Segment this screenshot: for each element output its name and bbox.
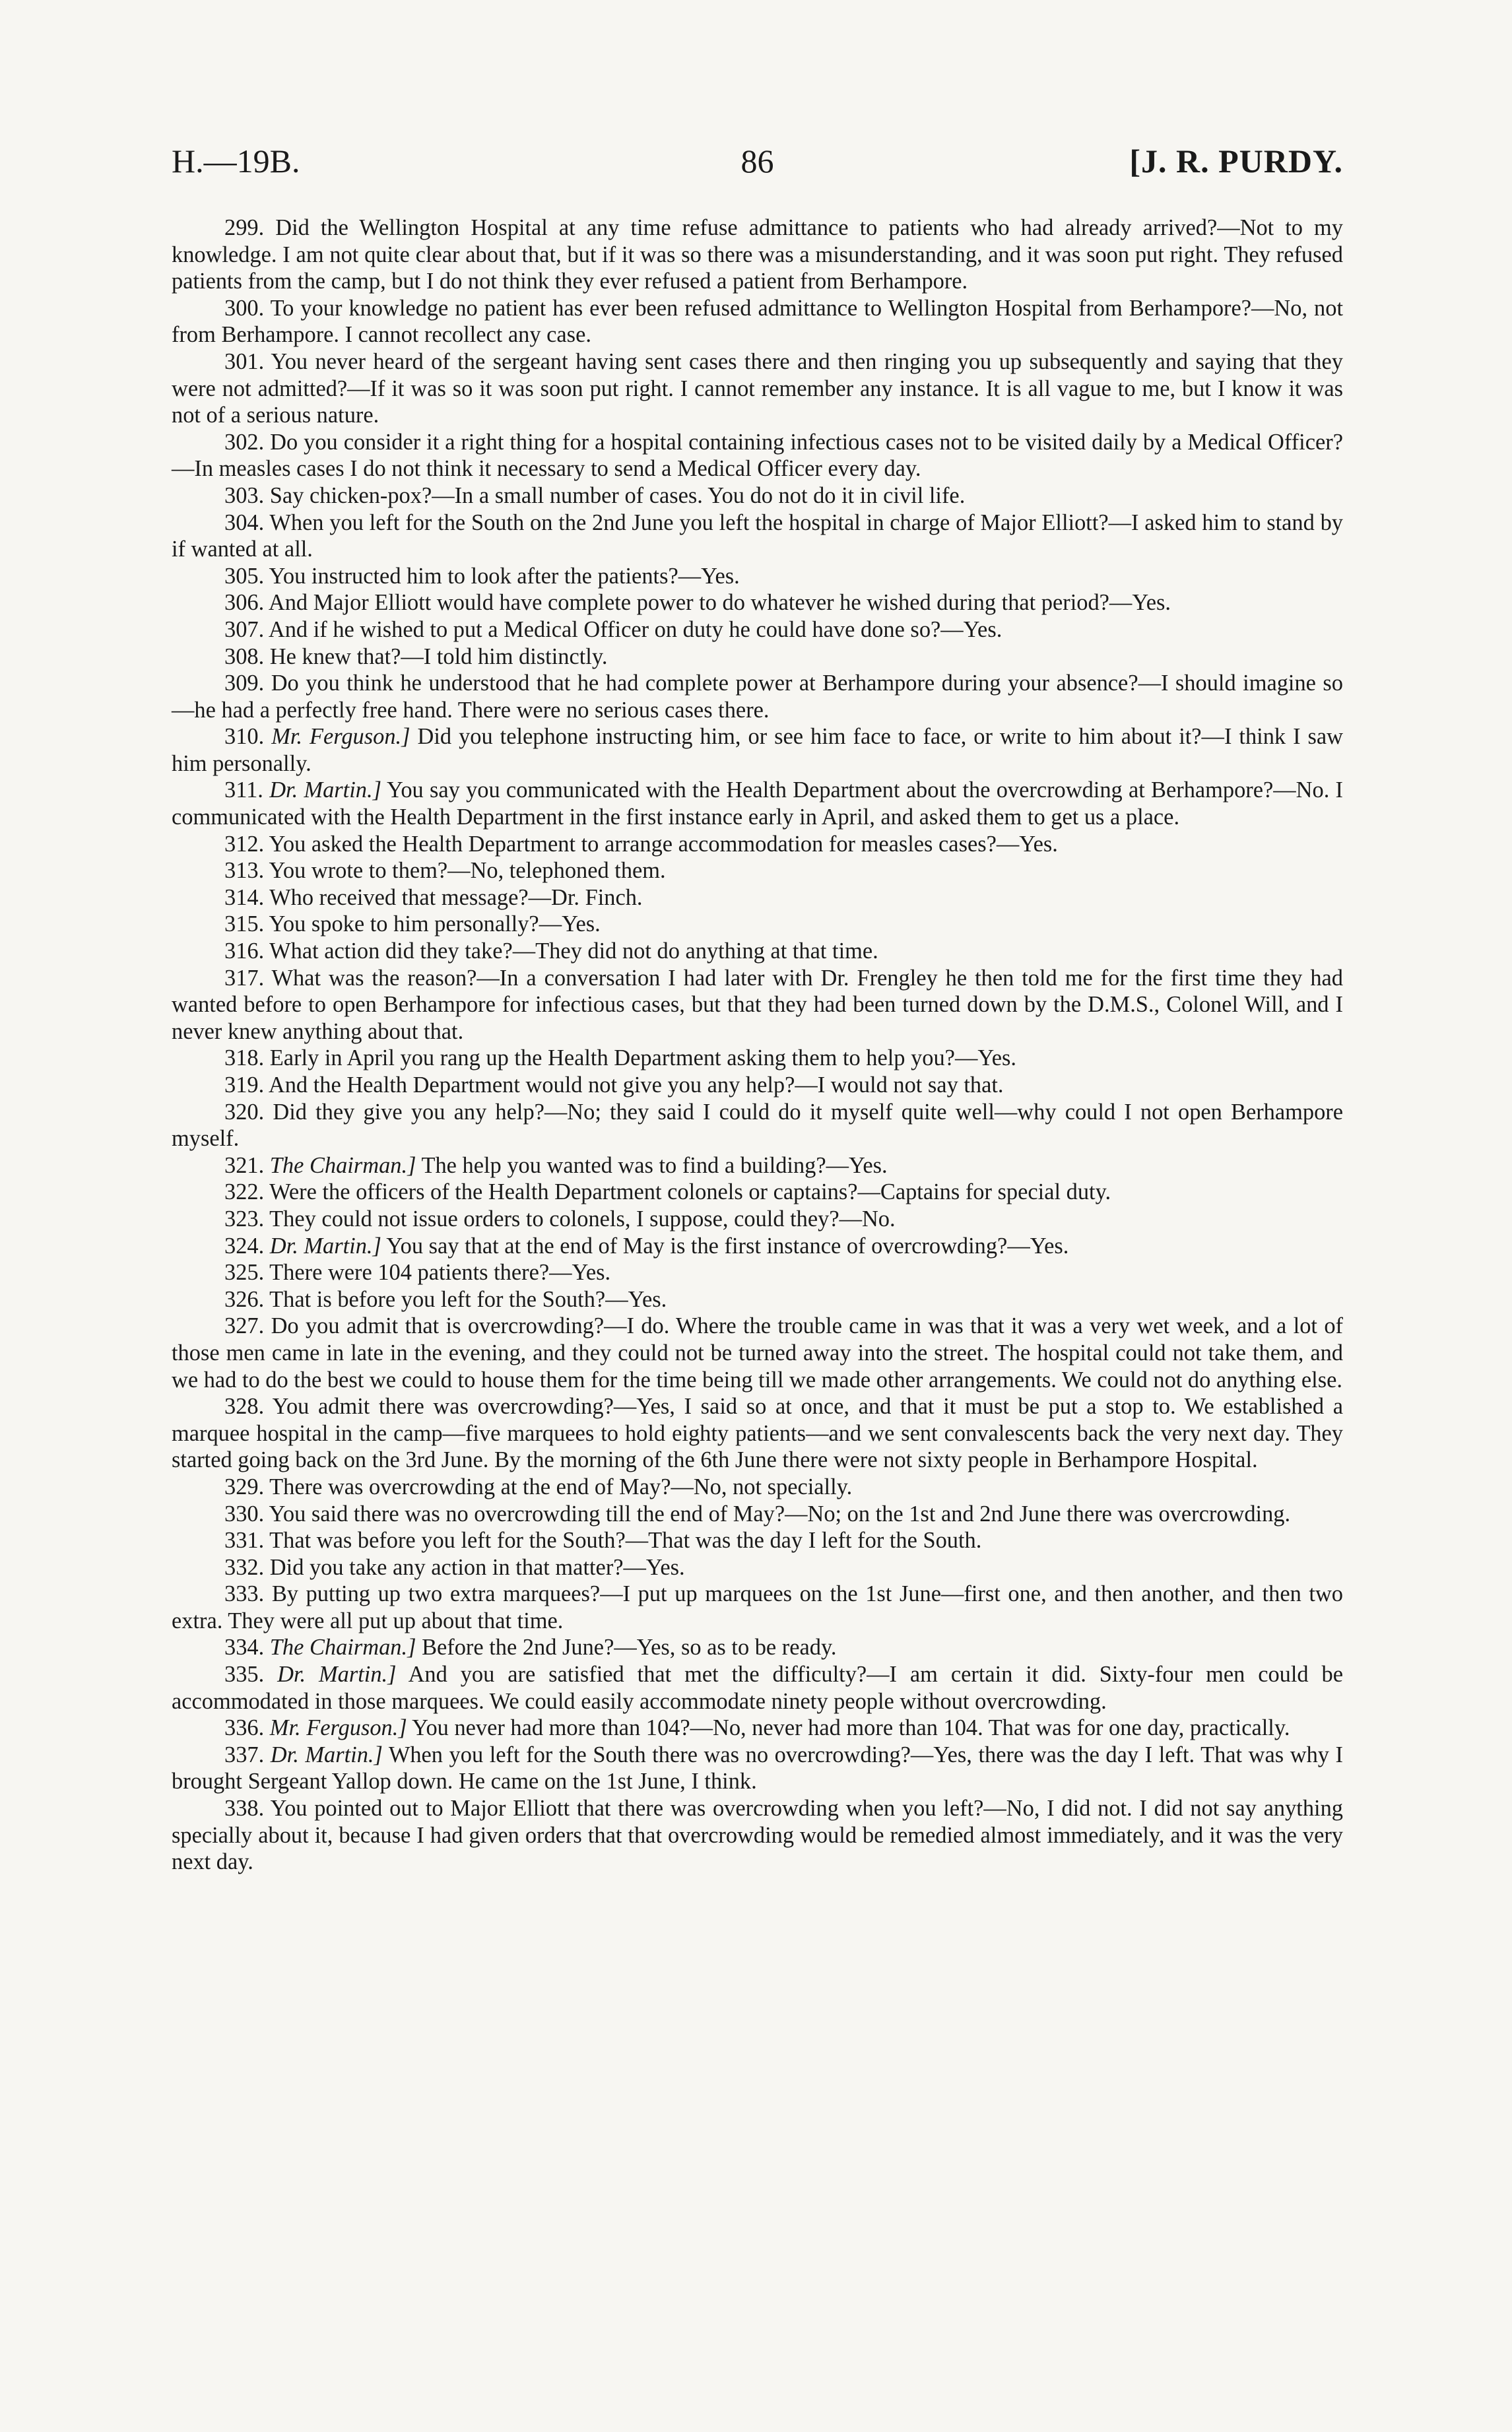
question-answer-text: Who received that message?—Dr. Finch.: [269, 884, 643, 910]
question-number: 301.: [224, 348, 265, 374]
question-number: 327.: [224, 1313, 265, 1339]
question-answer-text: Do you consider it a right thing for a hospital containing infectious cases not to be visited daily by a Medical Officer?—In measles cases I do not think it necessary to send a Medical Officer every day.: [172, 429, 1343, 482]
question-number: 317.: [224, 965, 265, 991]
question-paragraph: [172, 429, 1343, 482]
question-answer-text: You asked the Health Department to arrange accommodation for measles cases?—Yes.: [269, 831, 1058, 857]
question-number: 338.: [224, 1796, 265, 1822]
question-number: 307.: [224, 616, 265, 642]
question-answer-text: That was before you left for the South?—That was the day I left for the South.: [269, 1528, 982, 1554]
question-paragraph: [172, 1179, 1343, 1206]
speaker-label: Dr. Martin.]: [269, 1233, 381, 1259]
question-paragraph: [172, 1527, 1343, 1554]
question-number: 325.: [224, 1260, 265, 1286]
question-number: 331.: [224, 1528, 265, 1554]
question-number: 309.: [224, 671, 265, 696]
question-number: 333.: [224, 1581, 265, 1607]
question-paragraph: [172, 1474, 1343, 1501]
question-answer-text: They could not issue orders to colonels, I suppose, could they?—No.: [269, 1206, 896, 1232]
question-number: 299.: [224, 215, 265, 240]
question-answer-text: You pointed out to Major Elliott that there was overcrowding when you left?—No, I did not. I did not say anything specially about it, because I had given orders that that overcrowding would be remedied almost immediately, and it was the very next day.: [172, 1796, 1343, 1875]
question-answer-text: Did you take any action in that matter?—Yes.: [269, 1554, 685, 1580]
question-number: 314.: [224, 884, 265, 910]
question-answer-text: By putting up two extra marquees?—I put up marquees on the 1st June—first one, and then another, and then two extra. They were all put up about that time.: [172, 1581, 1343, 1633]
question-answer-text: Did you telephone instructing him, or see him face to face, or write to him about it?—I think I saw him personally.: [172, 724, 1343, 776]
speaker-label: Dr. Martin.]: [277, 1662, 397, 1688]
question-number: 318.: [224, 1045, 265, 1071]
question-number: 321.: [224, 1152, 265, 1178]
question-paragraph: [172, 616, 1343, 643]
question-paragraph: [172, 1286, 1343, 1313]
question-number: 326.: [224, 1286, 265, 1312]
question-answer-text: You say that at the end of May is the first instance of overcrowding?—Yes.: [386, 1233, 1069, 1259]
document-reference: H.—19B.: [172, 143, 300, 180]
question-number: 328.: [224, 1394, 265, 1420]
speaker-label: Dr. Martin.]: [270, 1742, 383, 1767]
question-answer-text: Early in April you rang up the Health Department asking them to help you?—Yes.: [269, 1045, 1016, 1071]
question-paragraph: [172, 643, 1343, 671]
question-number: 320.: [224, 1099, 265, 1125]
question-paragraph: [172, 1099, 1343, 1152]
question-number: 330.: [224, 1501, 265, 1527]
page-number: 86: [740, 143, 774, 180]
question-answer-text: He knew that?—I told him distinctly.: [269, 643, 608, 669]
question-answer-text: Do you admit that is overcrowding?—I do. Where the trouble came in was that it was a very wet week, and a lot of those men came in late in the evening, and they could not be turned away into the street. The hospital could not take them, and we had to do the best we could to house them for the time being till we made other arrangements. We could not do anything else.: [172, 1313, 1343, 1393]
question-answer-text: You never had more than 104?—No, never had more than 104. That was for one day, practically.: [412, 1715, 1290, 1741]
question-answer-text: And if he wished to put a Medical Officer on duty he could have done so?—Yes.: [268, 616, 1003, 642]
question-paragraph: [172, 1393, 1343, 1474]
question-answer-text: What was the reason?—In a conversation I had later with Dr. Frengley he then told me for the first time they had wanted before to open Berhampore for infectious cases, but that they had been turned down by the D.M.S., Colonel Will, and I never knew anything about that.: [172, 965, 1343, 1044]
question-number: 304.: [224, 509, 265, 535]
question-paragraph: [172, 1259, 1343, 1286]
question-paragraph: [172, 911, 1343, 938]
question-paragraph: [172, 938, 1343, 965]
question-number: 329.: [224, 1474, 265, 1499]
question-paragraph: [172, 1742, 1343, 1795]
question-number: 306.: [224, 590, 265, 616]
speaker-label: The Chairman.]: [269, 1152, 416, 1178]
question-answer-text: That is before you left for the South?—Yes.: [269, 1286, 667, 1312]
witness-name: [J. R. PURDY.: [1129, 143, 1343, 180]
question-paragraph: [172, 1152, 1343, 1179]
question-paragraph: [172, 670, 1343, 723]
question-answer-text: Were the officers of the Health Department colonels or captains?—Captains for special duty.: [269, 1179, 1111, 1205]
question-answer-text: You say you communicated with the Health Department about the overcrowding at Berhampore?—No. I communicated with the Health Department in the first instance early in April, and asked them to get us a place.: [172, 777, 1343, 830]
question-answer-text: And you are satisfied that met the difficulty?—I am certain it did. Sixty-four men could be accommodated in those marquees. We could easily accommodate ninety people without overcrowding.: [172, 1662, 1343, 1714]
question-paragraph: [172, 589, 1343, 616]
testimony-body: [172, 214, 1343, 1876]
question-answer-text: The help you wanted was to find a building?—Yes.: [421, 1152, 888, 1178]
question-answer-text: Did they give you any help?—No; they said I could do it myself quite well—why could I not open Berhampore myself.: [172, 1099, 1343, 1152]
question-answer-text: You admit there was overcrowding?—Yes, I said so at once, and that it must be put a stop to. We established a marquee hospital in the camp—five marquees to hold eighty patients—and we sent convalescents back the very next day. They started going back on the 3rd June. By the morning of the 6th June there were not sixty people in Berhampore Hospital.: [172, 1394, 1344, 1473]
question-paragraph: [172, 857, 1343, 884]
question-paragraph: [172, 1661, 1343, 1715]
question-number: 332.: [224, 1554, 265, 1580]
question-answer-text: You never heard of the sergeant having sent cases there and then ringing you up subsequently and saying that they were not admitted?—If it was so it was soon put right. I cannot remember any instance. It is all vague to me, but I know it was not of a serious nature.: [172, 348, 1343, 428]
speaker-label: Mr. Ferguson.]: [271, 724, 411, 750]
question-number: 319.: [224, 1072, 265, 1098]
question-answer-text: You said there was no overcrowding till the end of May?—No; on the 1st and 2nd June there was overcrowding.: [269, 1501, 1291, 1527]
question-number: 302.: [224, 429, 265, 455]
question-paragraph: [172, 1634, 1343, 1661]
question-paragraph: [172, 1072, 1343, 1099]
question-answer-text: When you left for the South on the 2nd June you left the hospital in charge of Major Elliott?—I asked him to stand by if wanted at all.: [172, 509, 1343, 562]
question-number: 311.: [224, 777, 263, 803]
question-paragraph: [172, 723, 1343, 777]
question-answer-text: To your knowledge no patient has ever been refused admittance to Wellington Hospital from Berhampore?—No, not from Berhampore. I cannot recollect any case.: [172, 295, 1343, 348]
question-number: 334.: [224, 1635, 265, 1660]
question-paragraph: [172, 563, 1343, 590]
question-number: 308.: [224, 643, 265, 669]
question-paragraph: [172, 1206, 1343, 1233]
question-paragraph: [172, 1233, 1343, 1260]
question-number: 313.: [224, 858, 265, 884]
question-paragraph: [172, 348, 1343, 429]
question-number: 323.: [224, 1206, 265, 1232]
question-answer-text: And the Health Department would not give you any help?—I would not say that.: [268, 1072, 1004, 1098]
question-answer-text: And Major Elliott would have complete power to do whatever he wished during that period?—Yes.: [268, 590, 1171, 616]
question-answer-text: Before the 2nd June?—Yes, so as to be ready.: [422, 1635, 837, 1660]
speaker-label: Mr. Ferguson.]: [269, 1715, 407, 1741]
question-paragraph: [172, 1581, 1343, 1634]
question-answer-text: Say chicken-pox?—In a small number of cases. You do not do it in civil life.: [269, 482, 966, 508]
question-paragraph: [172, 1501, 1343, 1528]
question-number: 336.: [224, 1715, 265, 1741]
speaker-label: Dr. Martin.]: [269, 777, 381, 803]
question-answer-text: You spoke to him personally?—Yes.: [269, 911, 601, 937]
question-answer-text: You instructed him to look after the patients?—Yes.: [269, 563, 740, 589]
question-number: 337.: [224, 1742, 265, 1767]
question-paragraph: [172, 509, 1343, 563]
question-paragraph: [172, 214, 1343, 295]
question-number: 312.: [224, 831, 265, 857]
question-number: 305.: [224, 563, 265, 589]
question-number: 300.: [224, 295, 265, 321]
question-answer-text: Did the Wellington Hospital at any time refuse admittance to patients who had already arrived?—Not to my knowledge. I am not quite clear about that, but if it was so there was a misunderstanding, and it was soon put right. They refused patients from the camp, but I do not think they ever refused a patient from Berhampore.: [172, 215, 1343, 294]
question-answer-text: What action did they take?—They did not do anything at that time.: [269, 938, 878, 964]
question-paragraph: [172, 965, 1343, 1045]
question-paragraph: [172, 1795, 1343, 1876]
page-header: [172, 142, 1343, 180]
question-number: 322.: [224, 1179, 265, 1205]
speaker-label: The Chairman.]: [269, 1635, 416, 1660]
question-paragraph: [172, 777, 1343, 830]
question-paragraph: [172, 884, 1343, 911]
question-answer-text: There was overcrowding at the end of May?—No, not specially.: [269, 1474, 853, 1499]
question-number: 310.: [224, 724, 265, 750]
question-paragraph: [172, 1554, 1343, 1581]
question-paragraph: [172, 1045, 1343, 1072]
question-answer-text: You wrote to them?—No, telephoned them.: [269, 858, 666, 884]
question-answer-text: Do you think he understood that he had complete power at Berhampore during your absence?—I should imagine so—he had a perfectly free hand. There were no serious cases there.: [172, 671, 1343, 723]
question-number: 303.: [224, 482, 265, 508]
question-number: 335.: [224, 1662, 265, 1688]
question-paragraph: [172, 1313, 1343, 1393]
question-number: 315.: [224, 911, 265, 937]
question-answer-text: When you left for the South there was no overcrowding?—Yes, there was the day I left. That was why I brought Sergeant Yallop down. He came on the 1st June, I think.: [172, 1742, 1344, 1794]
question-paragraph: [172, 295, 1343, 348]
question-paragraph: [172, 482, 1343, 509]
document-page: [172, 142, 1343, 1876]
question-paragraph: [172, 831, 1343, 858]
question-paragraph: [172, 1715, 1343, 1742]
question-number: 324.: [224, 1233, 265, 1259]
question-number: 316.: [224, 938, 265, 964]
question-answer-text: There were 104 patients there?—Yes.: [269, 1260, 611, 1286]
